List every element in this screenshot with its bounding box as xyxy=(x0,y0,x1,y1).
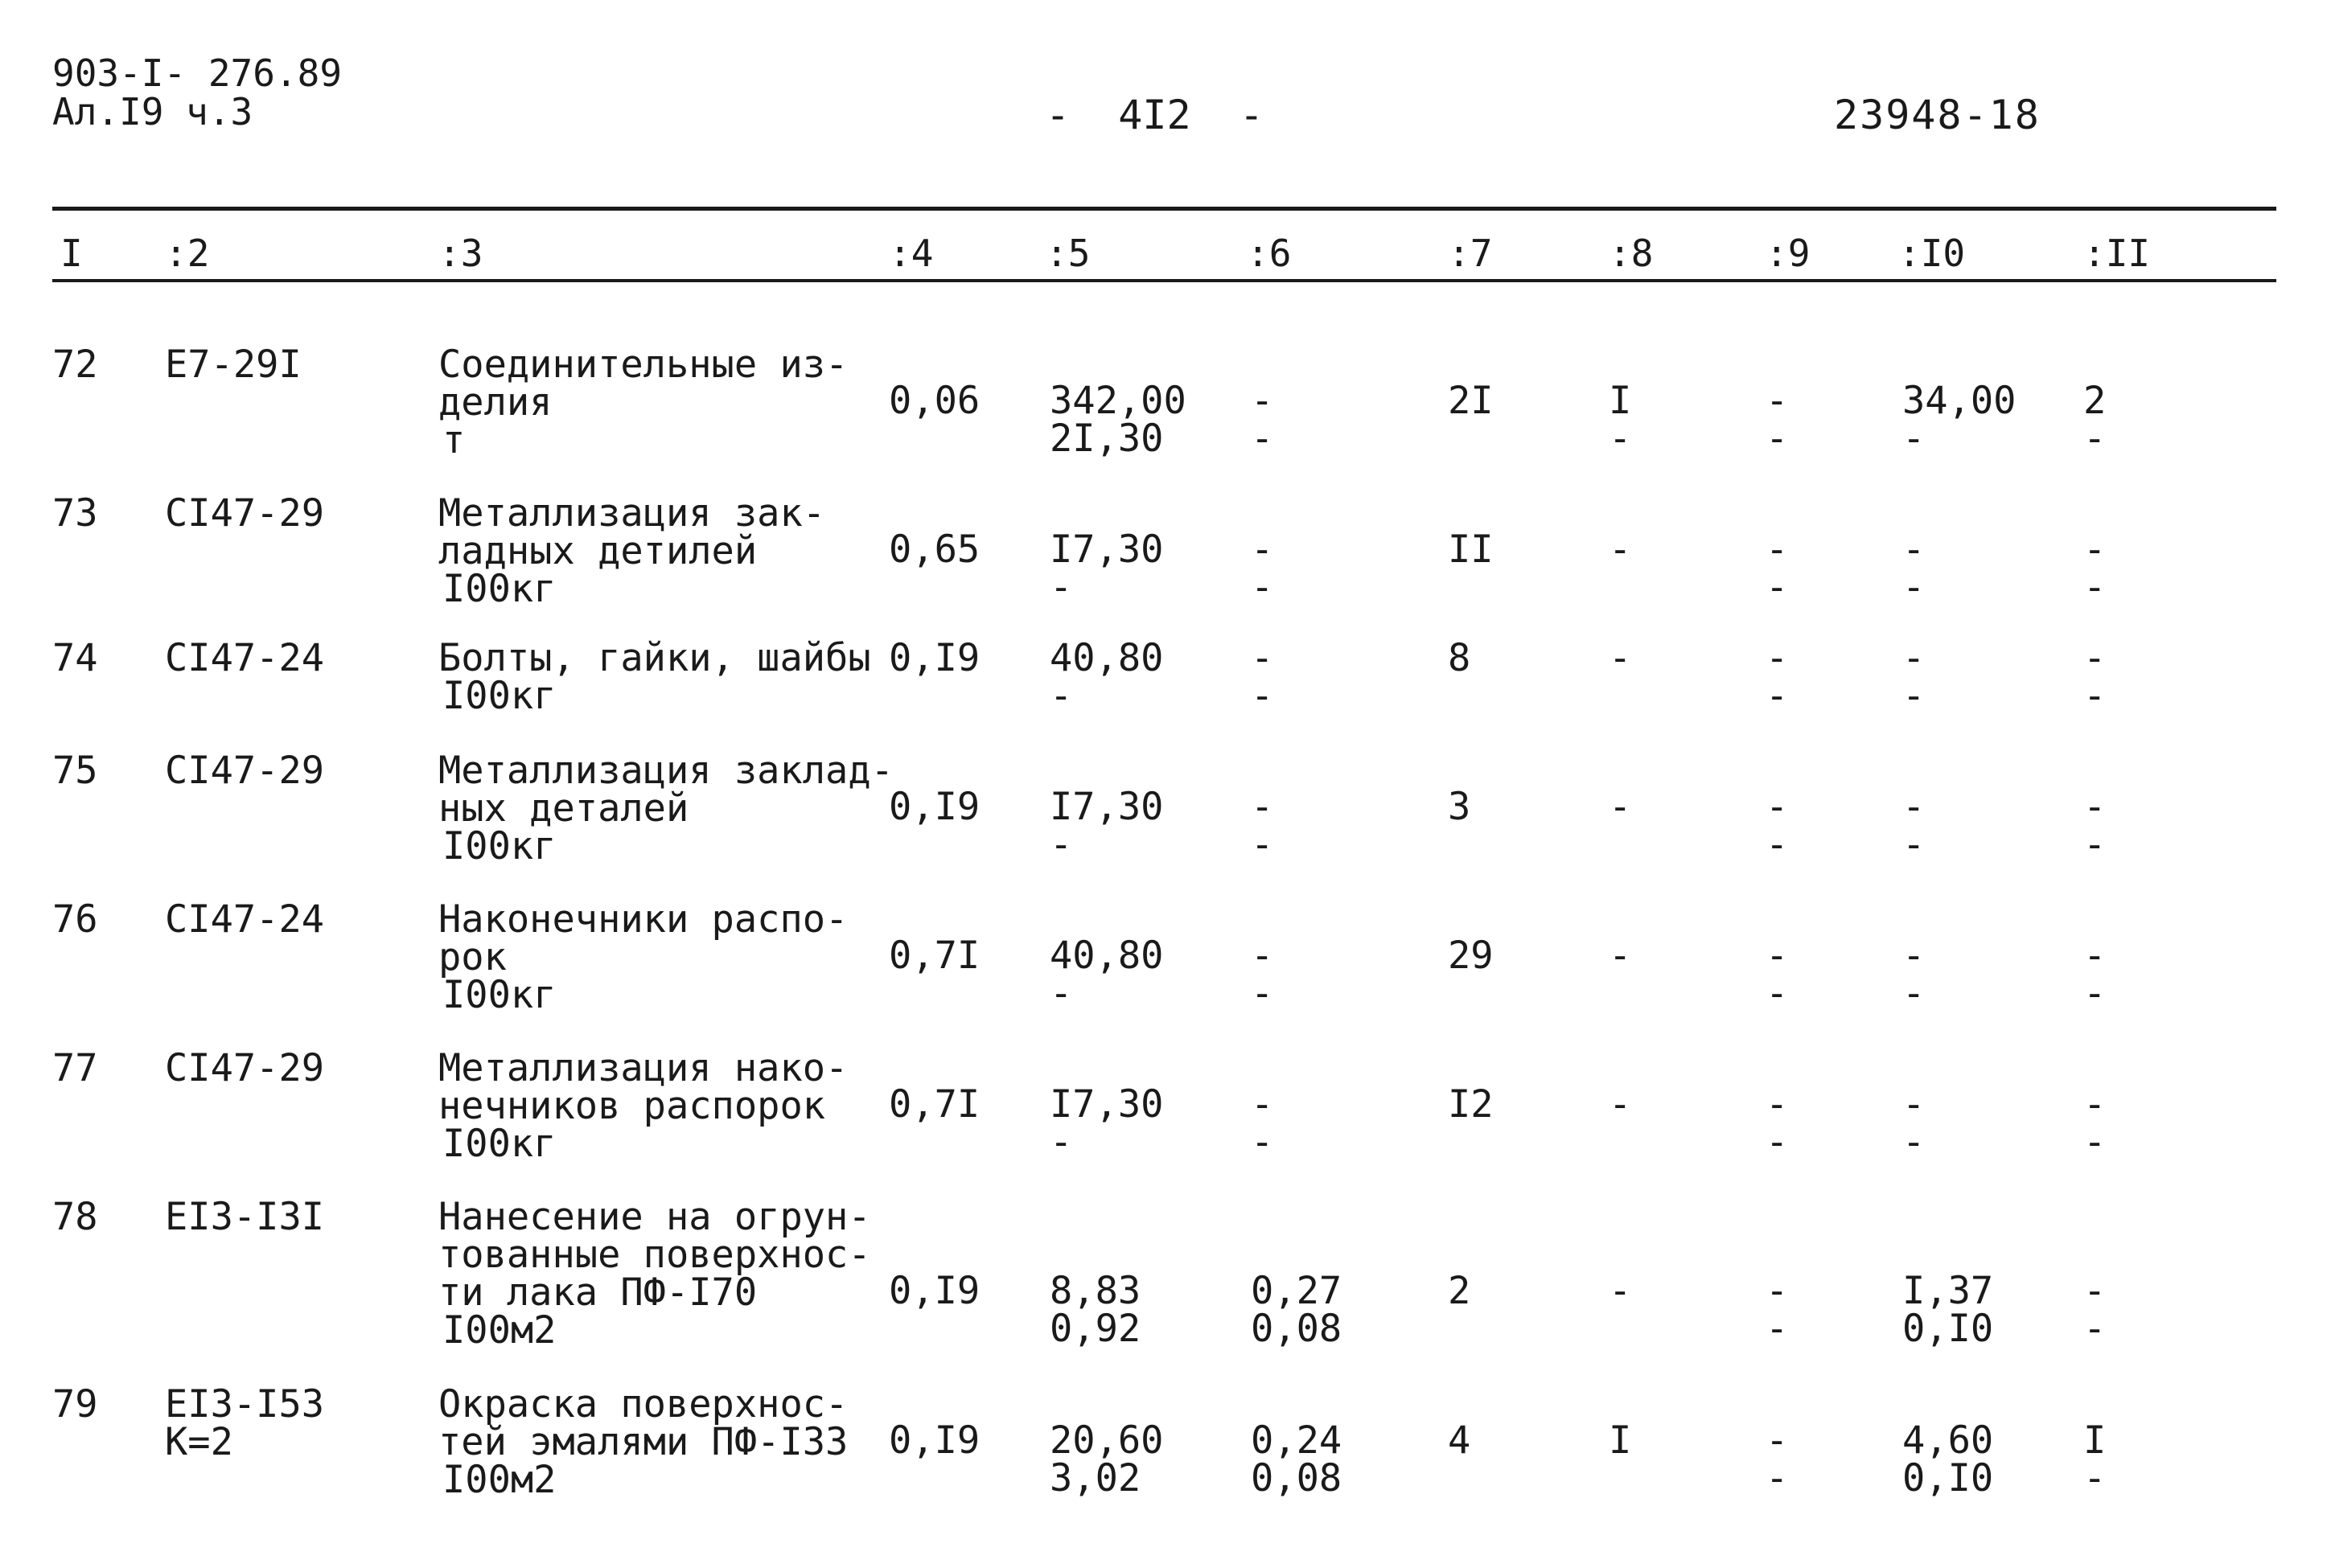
column-header-8: :8 xyxy=(1609,232,1654,275)
document-code: 903-I- 276.89 xyxy=(52,51,343,95)
row-col9-value: - xyxy=(1766,1307,1789,1351)
row-col5-value: - xyxy=(1050,565,1073,610)
header-rule xyxy=(52,279,2276,282)
row-number: 72 xyxy=(52,343,98,387)
row-col11-value: - xyxy=(2083,636,2107,680)
row-col10-value: - xyxy=(1902,417,1926,461)
row-col10-value: - xyxy=(1902,527,1926,572)
row-col5-value: I7,30 xyxy=(1050,785,1164,829)
row-col9-value: - xyxy=(1766,934,1789,978)
row-col9-value: - xyxy=(1766,1418,1789,1463)
top-rule xyxy=(52,207,2276,211)
row-number: 77 xyxy=(52,1046,98,1090)
row-col11-value: - xyxy=(2083,527,2107,572)
row-code: E7-29I xyxy=(165,343,302,387)
column-header-6: :6 xyxy=(1247,232,1292,275)
row-col6-value: - xyxy=(1251,527,1274,572)
row-col6-value: 0,27 xyxy=(1251,1269,1342,1313)
row-col7-value: 29 xyxy=(1448,934,1494,978)
row-description-line: рок xyxy=(438,935,507,979)
row-col9-value: - xyxy=(1766,785,1789,829)
row-col5-value: 20,60 xyxy=(1050,1418,1164,1463)
row-col6-value: - xyxy=(1251,636,1274,680)
row-description-line: нечников распорок xyxy=(438,1084,826,1128)
row-col11-value: - xyxy=(2083,971,2107,1016)
row-col9-value: - xyxy=(1766,1269,1789,1313)
row-col6-value: - xyxy=(1251,379,1274,423)
row-col9-value: - xyxy=(1766,565,1789,610)
row-col5-value: 342,00 xyxy=(1050,379,1186,423)
row-description-line: делия xyxy=(438,380,553,425)
row-col8-value: - xyxy=(1609,934,1632,978)
column-header-1: I xyxy=(60,232,83,275)
row-col11-value: - xyxy=(2083,934,2107,978)
row-col10-value: - xyxy=(1902,934,1926,978)
row-description-line: Окраска поверхнос- xyxy=(438,1382,849,1426)
row-description-line: Металлизация заклад- xyxy=(438,749,894,793)
row-col10-value: - xyxy=(1902,785,1926,829)
row-description-line: ти лака ПФ-I70 xyxy=(438,1270,758,1315)
row-description-line: Металлизация нако- xyxy=(438,1046,849,1090)
row-quantity: 0,I9 xyxy=(889,1269,981,1313)
row-col6-value: - xyxy=(1251,1082,1274,1127)
row-col5-value: 8,83 xyxy=(1050,1269,1141,1313)
row-description-line: ладных детилей xyxy=(438,529,758,573)
row-col10-value: 0,I0 xyxy=(1902,1307,1994,1351)
row-col10-value: 0,I0 xyxy=(1902,1456,1994,1500)
row-col11-value: I xyxy=(2083,1418,2107,1463)
row-description-line: I00кг xyxy=(442,1122,557,1166)
row-col5-value: 3,02 xyxy=(1050,1456,1141,1500)
row-col10-value: I,37 xyxy=(1902,1269,1994,1313)
row-col5-value: 2I,30 xyxy=(1050,417,1164,461)
row-col10-value: 34,00 xyxy=(1902,379,2017,423)
row-number: 78 xyxy=(52,1195,98,1239)
row-col11-value: - xyxy=(2083,1307,2107,1351)
row-col9-value: - xyxy=(1766,1120,1789,1164)
column-header-7: :7 xyxy=(1448,232,1493,275)
row-col10-value: - xyxy=(1902,1082,1926,1127)
document-id: 23948-18 xyxy=(1834,92,2041,138)
row-col5-value: - xyxy=(1050,823,1073,867)
row-col6-value: - xyxy=(1251,1120,1274,1164)
row-col8-value: - xyxy=(1609,1269,1632,1313)
row-code: K=2 xyxy=(165,1420,233,1464)
row-number: 75 xyxy=(52,749,98,793)
row-col6-value: - xyxy=(1251,417,1274,461)
column-header-4: :4 xyxy=(889,232,934,275)
row-col8-value: I xyxy=(1609,1418,1632,1463)
row-col11-value: - xyxy=(2083,1269,2107,1313)
row-description-line: I00кг xyxy=(442,567,557,611)
row-code: CI47-24 xyxy=(165,897,325,942)
column-header-3: :3 xyxy=(438,232,483,275)
row-col10-value: - xyxy=(1902,1120,1926,1164)
row-description-line: I00кг xyxy=(442,824,557,868)
row-col6-value: - xyxy=(1251,823,1274,867)
column-header-10: :I0 xyxy=(1898,232,1966,275)
row-col11-value: - xyxy=(2083,1082,2107,1127)
row-col6-value: 0,08 xyxy=(1251,1307,1342,1351)
row-col5-value: 40,80 xyxy=(1050,934,1164,978)
row-col9-value: - xyxy=(1766,527,1789,572)
row-col6-value: - xyxy=(1251,565,1274,610)
row-col5-value: 0,92 xyxy=(1050,1307,1141,1351)
row-description-line: I00кг xyxy=(442,674,557,718)
row-col8-value: - xyxy=(1609,527,1632,572)
row-number: 76 xyxy=(52,897,98,942)
row-col6-value: - xyxy=(1251,971,1274,1016)
row-description-line: ных деталей xyxy=(438,786,689,831)
row-col5-value: I7,30 xyxy=(1050,1082,1164,1127)
row-description-line: Металлизация зак- xyxy=(438,491,826,536)
row-col11-value: - xyxy=(2083,674,2107,718)
row-col9-value: - xyxy=(1766,379,1789,423)
row-code: CI47-29 xyxy=(165,491,325,536)
row-col6-value: - xyxy=(1251,785,1274,829)
row-col9-value: - xyxy=(1766,636,1789,680)
row-col6-value: 0,24 xyxy=(1251,1418,1342,1463)
row-quantity: 0,7I xyxy=(889,934,981,978)
row-description-line: I00м2 xyxy=(442,1458,557,1502)
row-description-line: тованные поверхнос- xyxy=(438,1233,871,1277)
row-col6-value: 0,08 xyxy=(1251,1456,1342,1500)
row-col5-value: - xyxy=(1050,971,1073,1016)
row-col11-value: - xyxy=(2083,785,2107,829)
row-col10-value: - xyxy=(1902,971,1926,1016)
row-col9-value: - xyxy=(1766,971,1789,1016)
row-col11-value: 2 xyxy=(2083,379,2107,423)
row-col9-value: - xyxy=(1766,674,1789,718)
row-col7-value: I2 xyxy=(1448,1082,1494,1127)
row-quantity: 0,7I xyxy=(889,1082,981,1127)
row-col10-value: - xyxy=(1902,636,1926,680)
row-description-line: Наконечники распо- xyxy=(438,897,849,942)
row-code: CI47-29 xyxy=(165,1046,325,1090)
row-description-line: I00кг xyxy=(442,973,557,1017)
row-description-line: I00м2 xyxy=(442,1308,557,1353)
row-col10-value: 4,60 xyxy=(1902,1418,1994,1463)
row-col7-value: 2 xyxy=(1448,1269,1471,1313)
row-number: 74 xyxy=(52,636,98,680)
row-col7-value: 3 xyxy=(1448,785,1471,829)
row-col5-value: I7,30 xyxy=(1050,527,1164,572)
row-col9-value: - xyxy=(1766,1082,1789,1127)
row-quantity: 0,06 xyxy=(889,379,981,423)
column-header-2: :2 xyxy=(165,232,210,275)
row-code: CI47-29 xyxy=(165,749,325,793)
row-quantity: 0,I9 xyxy=(889,785,981,829)
row-description-line: Нанесение на огрун- xyxy=(438,1195,871,1239)
row-col9-value: - xyxy=(1766,823,1789,867)
column-header-11: :II xyxy=(2083,232,2151,275)
row-col7-value: II xyxy=(1448,527,1494,572)
row-description-line: т xyxy=(442,418,466,462)
row-col5-value: - xyxy=(1050,674,1073,718)
row-col10-value: - xyxy=(1902,565,1926,610)
row-col7-value: 4 xyxy=(1448,1418,1471,1463)
row-quantity: 0,I9 xyxy=(889,636,981,680)
page-number: - 4I2 - xyxy=(1046,92,1264,138)
row-col11-value: - xyxy=(2083,1456,2107,1500)
row-col11-value: - xyxy=(2083,417,2107,461)
row-quantity: 0,I9 xyxy=(889,1418,981,1463)
row-col8-value: - xyxy=(1609,1082,1632,1127)
row-code: EI3-I53 xyxy=(165,1382,325,1426)
row-col8-value: - xyxy=(1609,417,1632,461)
row-description-line: Болты, гайки, шайбы xyxy=(438,636,871,680)
row-quantity: 0,65 xyxy=(889,527,981,572)
row-col11-value: - xyxy=(2083,565,2107,610)
row-col7-value: 2I xyxy=(1448,379,1494,423)
album-part-label: Ал.I9 ч.3 xyxy=(52,90,253,133)
row-col8-value: - xyxy=(1609,785,1632,829)
row-col6-value: - xyxy=(1251,934,1274,978)
row-col10-value: - xyxy=(1902,674,1926,718)
column-header-9: :9 xyxy=(1766,232,1811,275)
row-number: 73 xyxy=(52,491,98,536)
row-col9-value: - xyxy=(1766,417,1789,461)
column-header-5: :5 xyxy=(1046,232,1091,275)
row-code: CI47-24 xyxy=(165,636,325,680)
row-col5-value: 40,80 xyxy=(1050,636,1164,680)
row-col10-value: - xyxy=(1902,823,1926,867)
row-col11-value: - xyxy=(2083,1120,2107,1164)
row-description-line: Соединительные из- xyxy=(438,343,849,387)
row-col8-value: I xyxy=(1609,379,1632,423)
row-col8-value: - xyxy=(1609,636,1632,680)
row-number: 79 xyxy=(52,1382,98,1426)
row-col6-value: - xyxy=(1251,674,1274,718)
row-col7-value: 8 xyxy=(1448,636,1471,680)
row-col11-value: - xyxy=(2083,823,2107,867)
row-description-line: тей эмалями ПФ-I33 xyxy=(438,1420,849,1464)
row-col9-value: - xyxy=(1766,1456,1789,1500)
row-code: EI3-I3I xyxy=(165,1195,325,1239)
row-col5-value: - xyxy=(1050,1120,1073,1164)
